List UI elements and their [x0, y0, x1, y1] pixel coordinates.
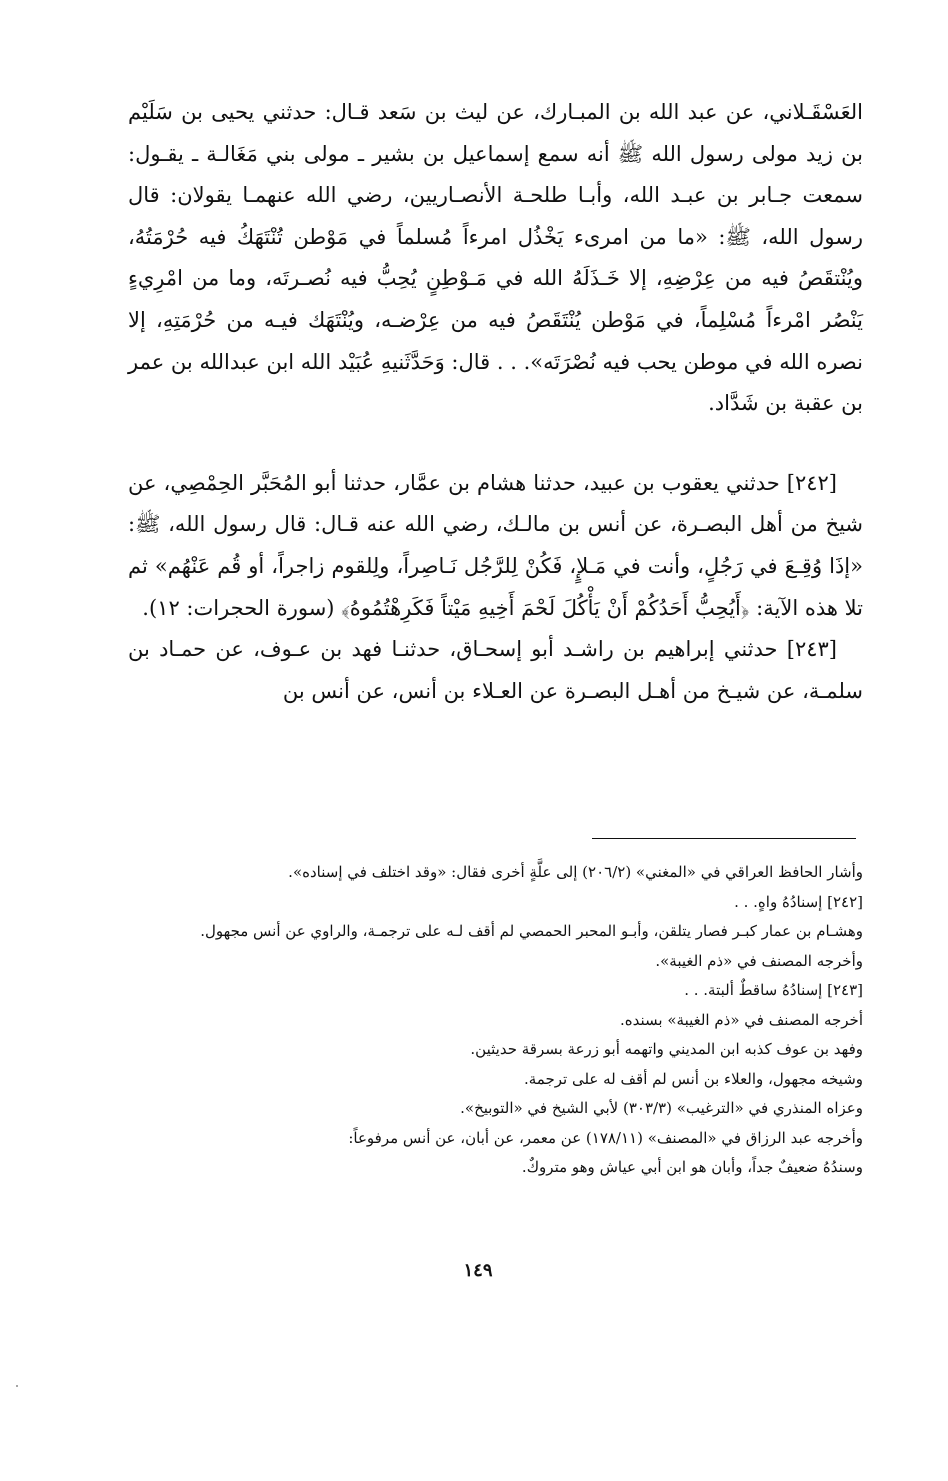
footnote-line: أخرجه المصنف في «ذم الغيبة» بسنده. — [620, 1010, 863, 1029]
footnote-line: وأخرجه المصنف في «ذم الغيبة». — [655, 951, 863, 970]
scan-speck — [16, 1385, 18, 1387]
paragraph-hadith-242: [٢٤٢] حدثني يعقوب بن عبيد، حدثنا هشام بن عمَّار، حدثنا أبو المُحَبَّر الحِمْصِي، عن شيخ من أهل البصـرة، عن أنس بن مالـك، رضي الله عنه قـال: قال رسول الله، ﷺ: «إذَا وُقِـعَ في رَجُلٍ، وأنت في مَـلإٍ، فَكُنْ لِلرَّجُل نَـاصِراً، ولِلقوم زاجراً، أو قُم عَنْهُم» ثم تلا هذه الآية: ﴿أَيُحِبُّ أَحَدُكُمْ أَنْ يَأْكُلَ لَحْمَ أَخِيهِ مَيْتاً فَكَرِهْتُمُوهُ﴾ (سورة الحجرات: ١٢). — [128, 470, 863, 620]
footnote-line: [٢٤٢] إسنادُهُ واهٍ. . . — [734, 892, 863, 911]
paragraph-isnad-241: العَسْقَـلاني، عن عبد الله بن المبـارك، عن ليث بن سَعد قـال: حدثني يحيى بن سَلَيْم بن زيد مولى رسول الله ﷺ أنه سمع إسماعيل بن بشير ـ مولى بني مَغَالـة ـ يقـول: سمعت جـابر بن عبـد الله، وأبـا طلحـة الأنصـاريين، رضي الله عنهمـا يقولان: قال رسول الله، ﷺ: «ما من امرىء يَخْذُل امرءاً مُسلماً في مَوْطن تُنْتَهَكُ فيه حُرْمَتُهُ، ويُنْتقَصُ فيه من عِرْضِهِ، إلا خَـذَلَهُ الله في مَـوْطِنٍ يُحِبُّ فيه نُصـرتَه، وما من امْرِيءٍ يَنْصُر امْرءاً مُسْلِماً، في مَوْطن يُنْتَقَصُ فيه من عِرْضـه، ويُنْتَهَك فيـه من حُرْمَتِهِ، إلا نصره الله في موطن يحب فيه نُصْرَتَه». . . قال: وَحَدَّثَنيهِ عُبَيْد الله ابن عبدالله بن عمر بن عقبة بن شَدَّاد. — [128, 100, 863, 416]
page-number: ١٤٩ — [463, 1260, 493, 1281]
footnote-line: وسندُهُ ضعيفٌ جداً، وأبان هو ابن أبي عياش وهو متروكٌ. — [521, 1158, 863, 1176]
footnote-line: وفهد بن عوف كذبه ابن المديني واتهمه أبو زرعة بسرقة حديثين. — [470, 1040, 863, 1058]
footnote-line: وعزاه المنذري في «الترغيب» (٣٠٣/٣) لأبي الشيخ في «التوبيخ». — [460, 1099, 863, 1117]
footnote-line: وأخرجه عبد الرزاق في «المصنف» (١٧٨/١١) عن معمر، عن أبان، عن أنس مرفوعاً: — [348, 1128, 863, 1147]
footnote-line: وأشار الحافظ العراقي في «المغني» (٢٠٦/٢) إلى علَّةٍ أخرى فقال: «وقد اختلف في إسناده». — [288, 863, 863, 881]
main-text — [128, 92, 863, 712]
footnote-separator — [592, 838, 856, 839]
footnote-line: وشيخه مجهول، والعلاء بن أنس لم أقف له على ترجمة. — [523, 1069, 863, 1088]
footnotes — [130, 858, 863, 1183]
paragraph-hadith-243: [٢٤٣] حدثني إبراهيم بن راشـد أبو إسحـاق، حدثنـا فهد بن عـوف، عن حمـاد بن سلمـة، عن شيـخ من أهـل البصـرة عن العـلاء بن أنس، عن أنس بن — [128, 637, 863, 703]
footnote-line: [٢٤٣] إسنادُهُ ساقطٌ ألبتة. . . — [684, 981, 863, 999]
footnote-line: وهشـام بن عمار كبـر فصار يتلقن، وأبـو المحبر الحمصي لم أقف لـه على ترجمـة، والراوي عن أنس مجهول. — [200, 922, 863, 940]
